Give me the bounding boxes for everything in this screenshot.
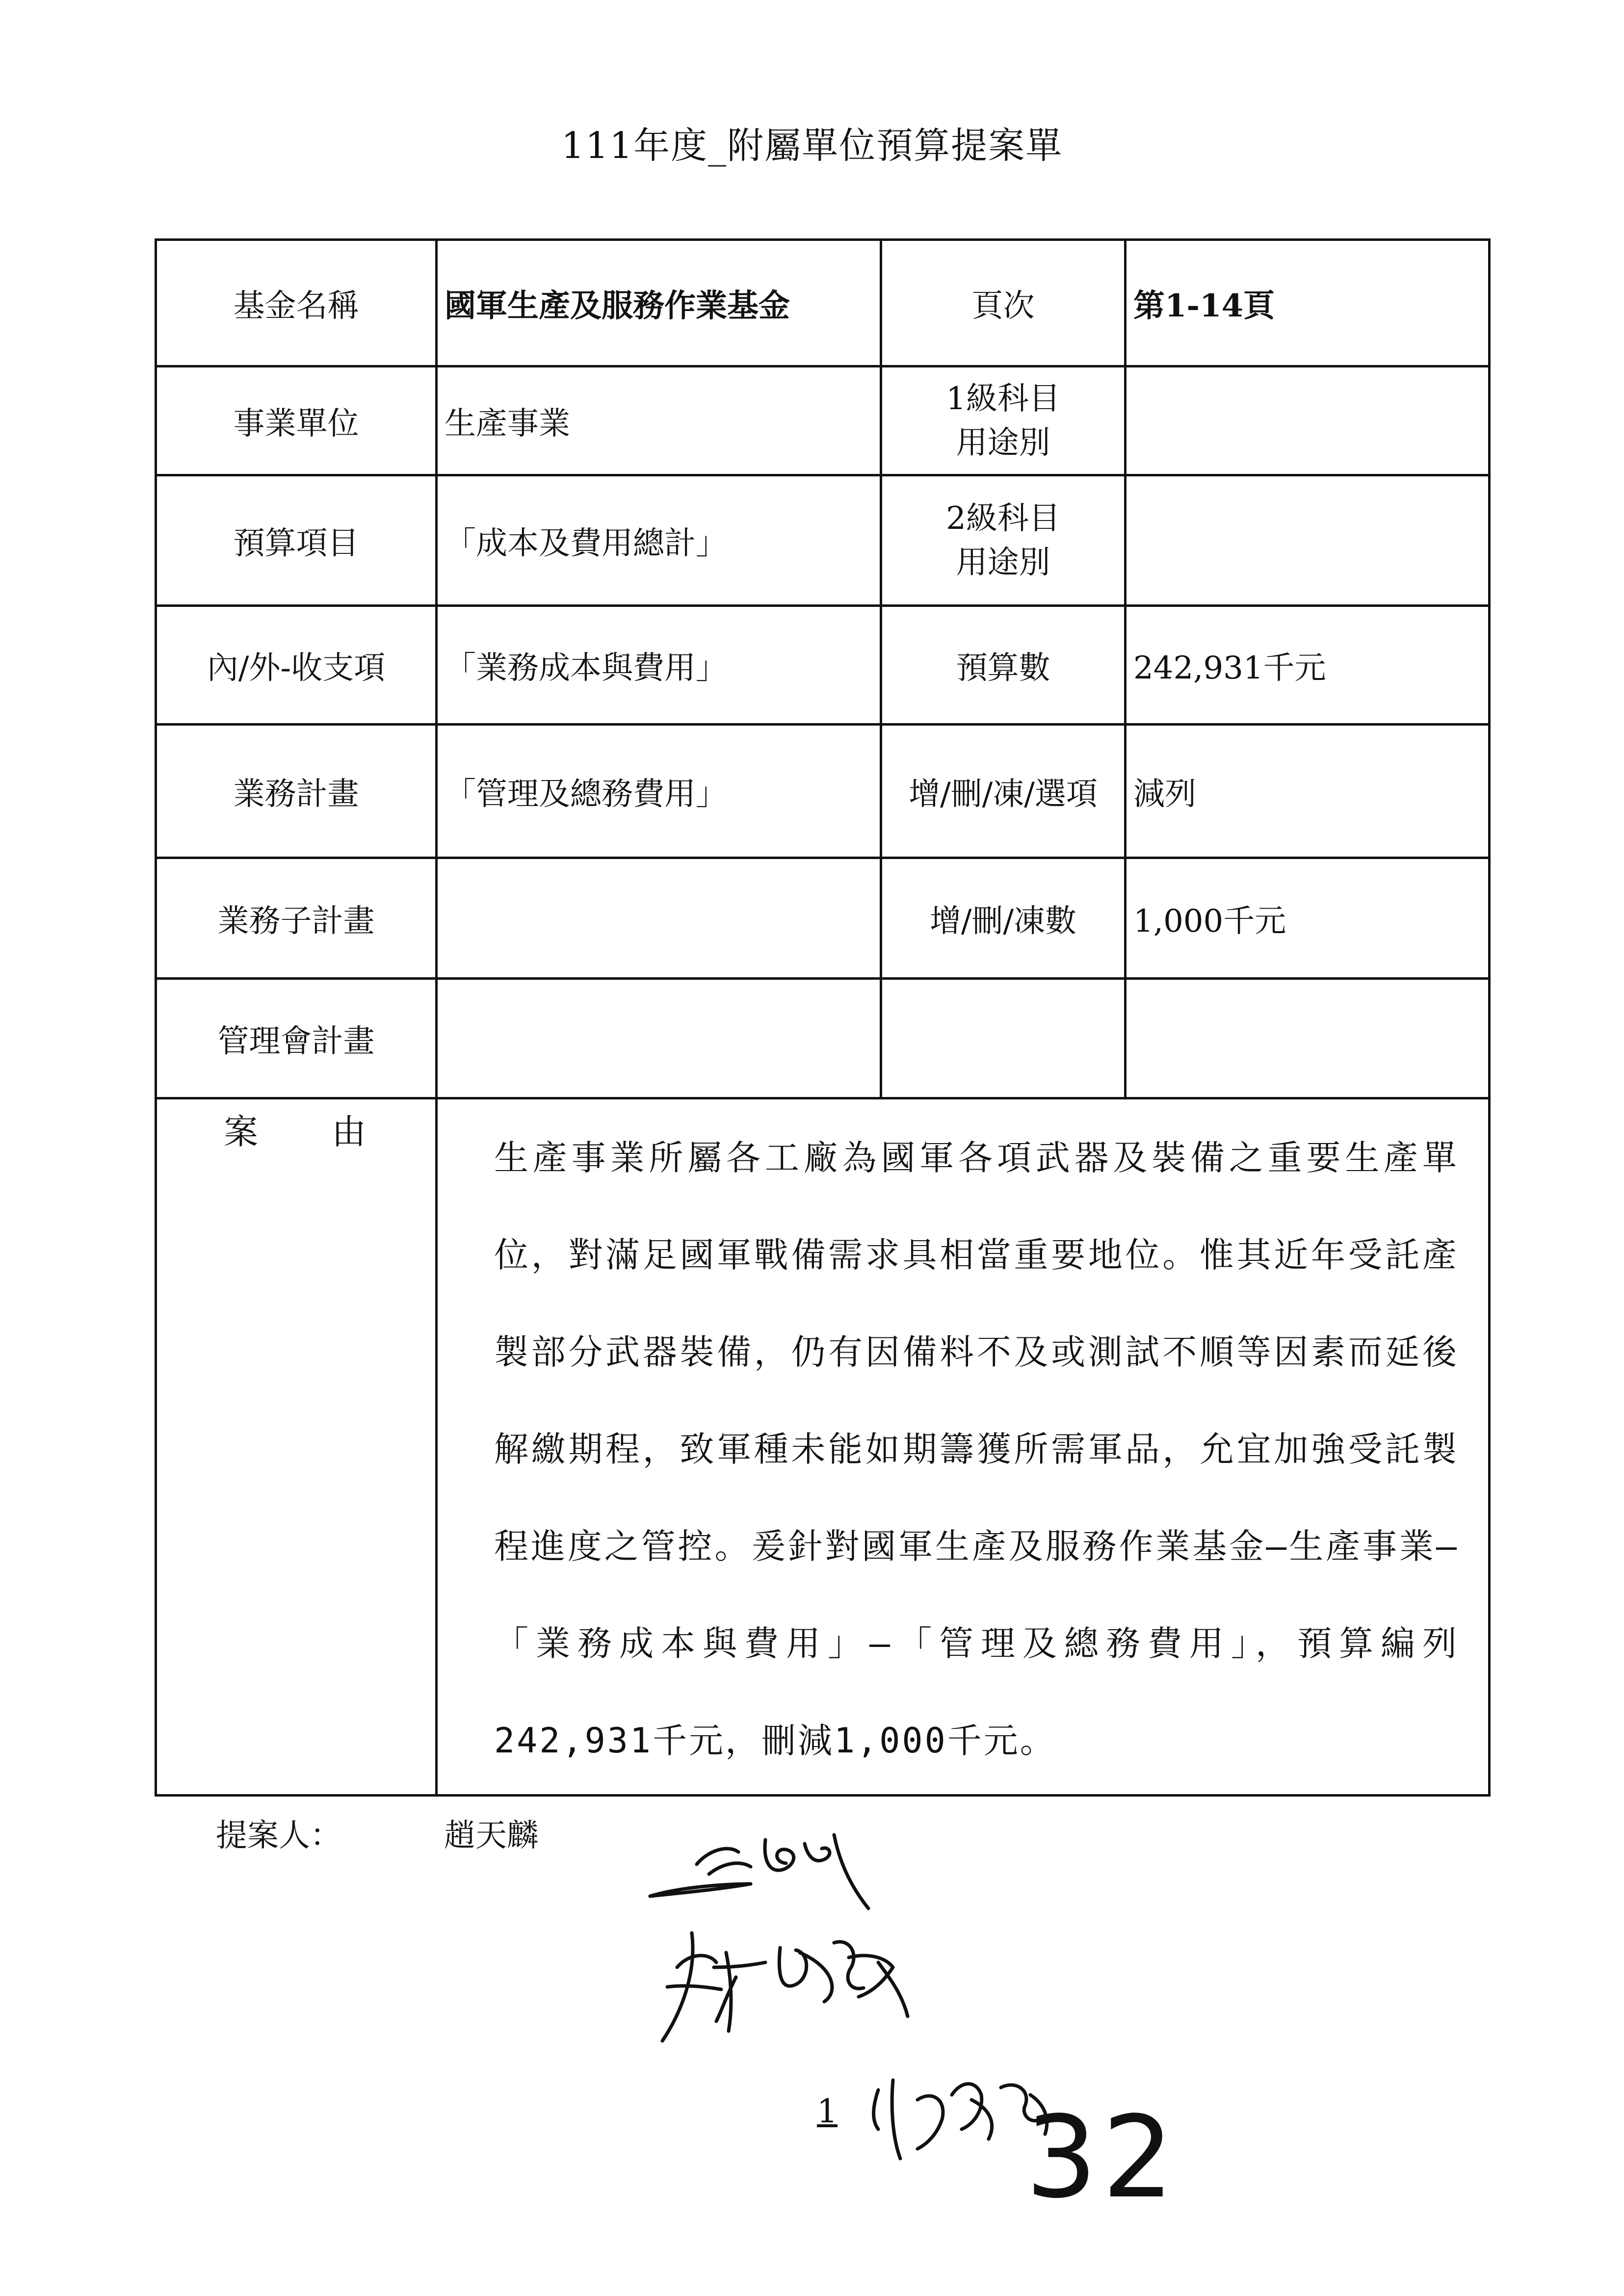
page-label: 頁次	[881, 240, 1126, 366]
proposer-name: 趙天麟	[444, 1818, 538, 1854]
in-out-label: 內/外-收支項	[156, 606, 437, 725]
level1-label	[881, 366, 1126, 475]
business-unit-label: 事業單位	[156, 366, 437, 475]
option-value: 減列	[1126, 725, 1490, 858]
level1-value	[1126, 366, 1490, 475]
sub-plan-value	[437, 858, 881, 979]
budget-amount-value: 242,931千元	[1126, 606, 1490, 725]
level2-label-line1: 2級科目	[946, 500, 1060, 537]
plan-label: 業務計畫	[156, 725, 437, 858]
budget-amount-label: 預算數	[881, 606, 1126, 725]
fund-name-label: 基金名稱	[156, 240, 437, 366]
mgmt-plan-label: 管理會計畫	[156, 979, 437, 1098]
option-label: 增/刪/凍/選項	[881, 725, 1126, 858]
proposal-form-table	[155, 238, 1491, 1797]
level2-value	[1126, 475, 1490, 606]
form-row-budget-item	[156, 475, 1490, 606]
budget-item-value: 「成本及費用總計」	[437, 475, 881, 606]
fund-name-value: 國軍生產及服務作業基金	[437, 240, 881, 366]
reason-text: 生產事業所屬各工廠為國軍各項武器及裝備之重要生產單位，對滿足國軍戰備需求具相當重要地位。惟其近年受託產製部分武器裝備，仍有因備料不及或測試不順等因素而延後解繳期程，致軍種未能如期籌獲所需軍品，允宜加強受託製程進度之管控。爰針對國軍生產及服務作業基金–生產事業–「業務成本與費用」–「管理及總務費用」，預算編列242,931千元，刪減1,000千元。	[437, 1098, 1490, 1796]
change-amount-label: 增/刪/凍數	[881, 858, 1126, 979]
level2-label	[881, 475, 1126, 606]
page-number: 1	[817, 2092, 838, 2130]
form-row-plan	[156, 725, 1490, 858]
budget-item-label: 預算項目	[156, 475, 437, 606]
form-row-in-out	[156, 606, 1490, 725]
form-row-reason	[156, 1098, 1490, 1796]
proposer-label: 提案人：	[216, 1818, 341, 1854]
mgmt-plan-value	[437, 979, 881, 1098]
reason-label	[156, 1098, 437, 1796]
level1-label-line1: 1級科目	[946, 380, 1060, 417]
mgmt-plan-empty-cell	[1126, 979, 1490, 1098]
form-row-unit	[156, 366, 1490, 475]
change-amount-value: 1,000千元	[1126, 858, 1490, 979]
reason-label-char: 由	[332, 1112, 366, 1152]
sub-plan-label: 業務子計畫	[156, 858, 437, 979]
page-title: 111年度_附屬單位預算提案單	[561, 125, 1063, 167]
form-row-mgmt-plan	[156, 979, 1490, 1098]
handwritten-page-stamp: 32	[1025, 2092, 1179, 2223]
level1-label-line2: 用途別	[956, 424, 1050, 461]
reason-label-char: 案	[224, 1112, 258, 1152]
business-unit-value: 生產事業	[437, 366, 881, 475]
plan-value: 「管理及總務費用」	[437, 725, 881, 858]
page-value: 第1-14頁	[1126, 240, 1490, 366]
level2-label-line2: 用途別	[956, 544, 1050, 581]
mgmt-plan-empty-cell	[881, 979, 1126, 1098]
form-row-sub-plan	[156, 858, 1490, 979]
form-row-fund	[156, 240, 1490, 366]
in-out-value: 「業務成本與費用」	[437, 606, 881, 725]
